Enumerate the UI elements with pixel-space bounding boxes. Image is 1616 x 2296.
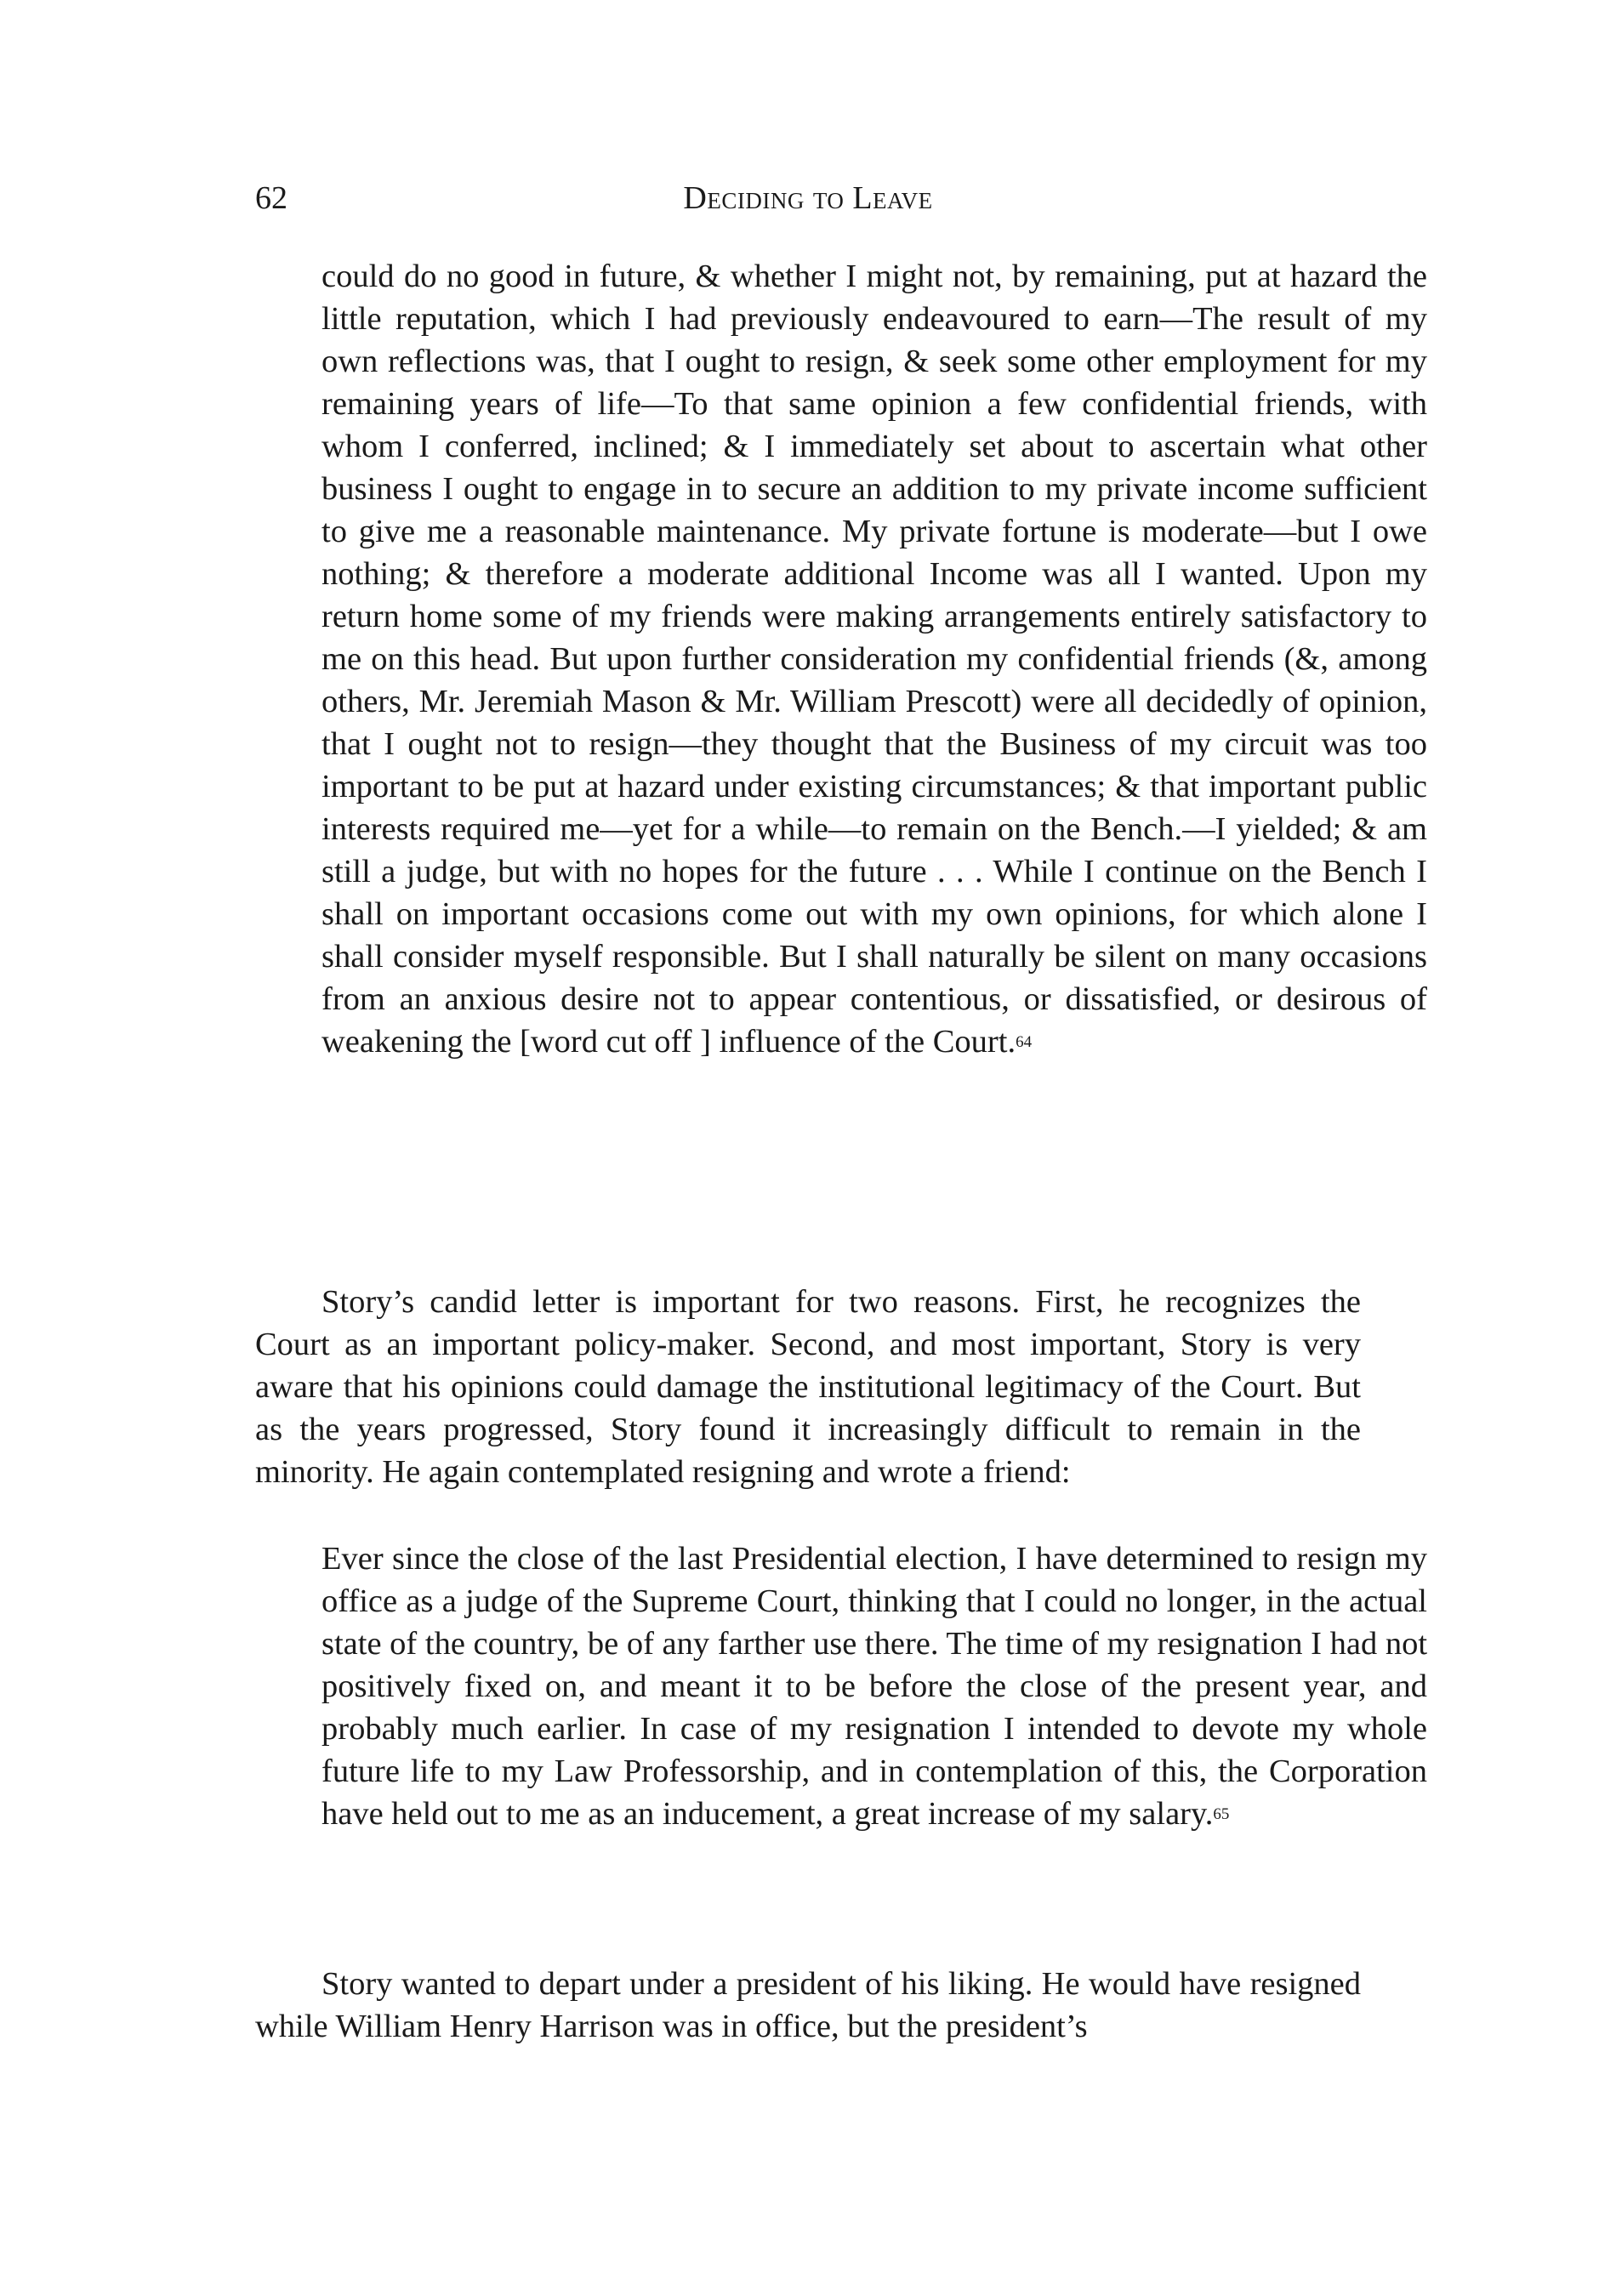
block-quote-2 xyxy=(255,1537,1494,1835)
block-quote-1-body: could do no good in future, & whether I might not, by remaining, put at hazard the little reputation, which I had previously endeavoured to earn—The result of my own reflections was, that I ought to resign, & seek some other employment for my remaining years of life—To that same opinion a few confidential friends, with whom I conferred, inclined; & I immediately set about to ascertain what other business I ought to engage in to secure an addition to my private income sufficient to give me a reasonable maintenance. My private fortune is moderate—but I owe nothing; & therefore a moderate additional Income was all I wanted. Upon my return home some of my friends were making arrangements entirely satisfactory to me on this head. But upon further consideration my confidential friends (&, among others, Mr. Jeremiah Mason & Mr. William Prescott) were all decidedly of opinion, that I ought not to resign—they thought that the Business of my circuit was too important to be put at hazard under existing circumstances; & that important public interests required me—yet for a while—to remain on the Bench.—I yielded; & am still a judge, but with no hopes for the future . . . While I continue on the Bench I shall on important occasions come out with my own opinions, for which alone I shall consider myself responsible. But I shall naturally be silent on many occasions from an anxious desire not to appear contentious, or dissatisfied, or desirous of weakening the [word cut off ] influence of the Court. xyxy=(321,259,1427,1060)
body-paragraph-1 xyxy=(255,1281,1361,1493)
block-quote-2-body: Ever since the close of the last Presidential election, I have determined to resign my office as a judge of the Supreme Court, thinking that I could no longer, in the actual state of the country, be of any farther use there. The time of my resignation I had not positively fixed on, and meant it to be before the close of the present year, and probably much earlier. In case of my resignation I intended to devote my whole future life to my Law Professorship, and in contemplation of this, the Corporation have held out to me as an inducement, a great increase of my salary. xyxy=(321,1541,1428,1832)
block-quote-2-text xyxy=(321,1537,1427,1835)
running-head xyxy=(255,177,1361,219)
page-number: 62 xyxy=(255,180,287,216)
body-paragraph-2-text: Story wanted to depart under a president of his liking. He would have resigned while William Henry Harrison was in office, but the president’s xyxy=(255,1966,1361,2044)
body-paragraph-1-text: Story’s candid letter is important for two reasons. First, he recognizes the Court as an important policy-maker. Second, and most important, Story is very aware that his opinions could damage the institutional legitimacy of the Court. But as the years progressed, Story found it increasingly difficult to remain in the minority. He again contemplated resigning and wrote a friend: xyxy=(255,1284,1361,1490)
block-quote-1 xyxy=(255,255,1494,1063)
footnote-marker-65[interactable]: 65 xyxy=(1213,1805,1230,1823)
block-quote-1-text xyxy=(321,255,1427,1063)
chapter-title: Deciding to Leave xyxy=(683,180,933,216)
body-paragraph-2 xyxy=(255,1963,1361,2048)
footnote-marker-64[interactable]: 64 xyxy=(1016,1033,1033,1051)
